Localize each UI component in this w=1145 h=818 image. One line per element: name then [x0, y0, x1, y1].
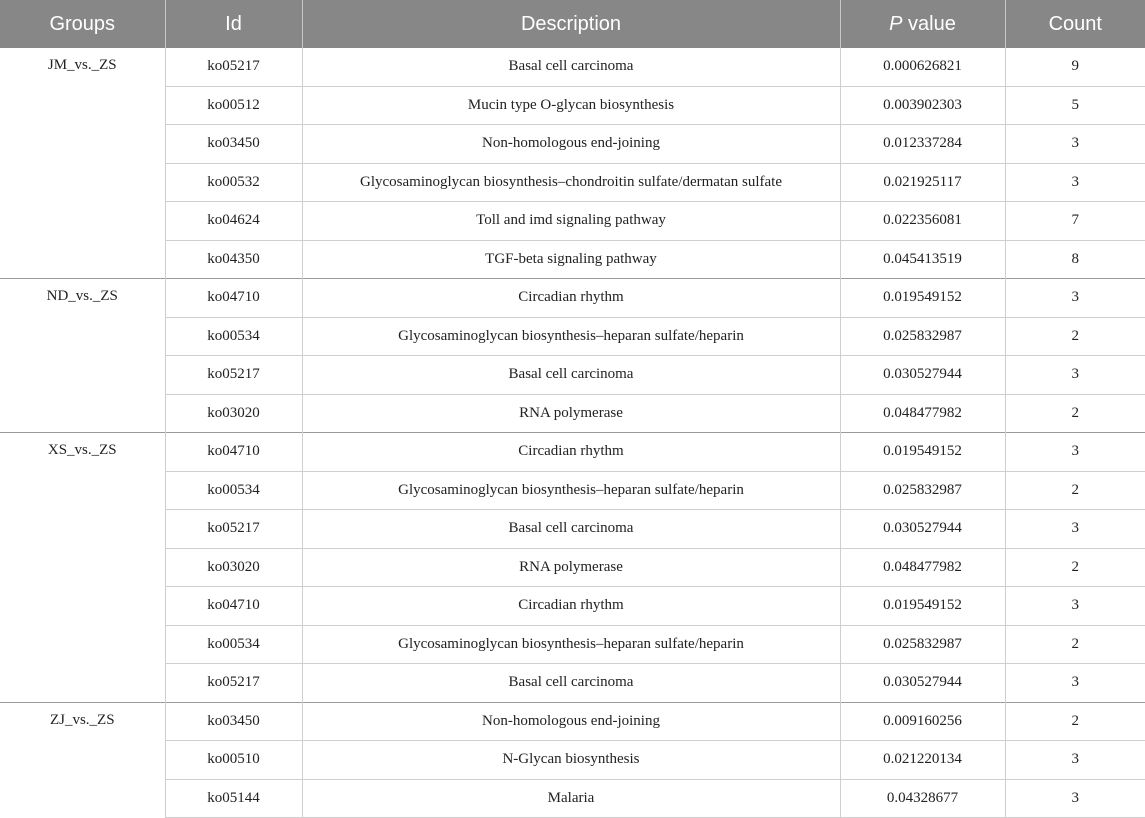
p-value-cell: 0.025832987 — [840, 625, 1005, 664]
header-p-value — [840, 0, 1005, 48]
p-value-cell: 0.019549152 — [840, 279, 1005, 318]
table-row — [0, 202, 1145, 241]
table-row — [0, 702, 1145, 741]
id-cell: ko03450 — [165, 702, 302, 741]
p-value-cell: 0.019549152 — [840, 587, 1005, 626]
table-row — [0, 587, 1145, 626]
count-cell: 3 — [1005, 433, 1145, 472]
description-cell: Glycosaminoglycan biosynthesis–heparan sulfate/heparin — [302, 625, 840, 664]
p-value-cell: 0.030527944 — [840, 664, 1005, 703]
count-cell: 3 — [1005, 664, 1145, 703]
description-cell: Circadian rhythm — [302, 587, 840, 626]
header-id: Id — [165, 0, 302, 48]
id-cell: ko04624 — [165, 202, 302, 241]
description-cell: N-Glycan biosynthesis — [302, 741, 840, 780]
p-value-cell: 0.021220134 — [840, 741, 1005, 780]
count-cell: 3 — [1005, 741, 1145, 780]
group-cell: JM_vs._ZS — [47, 57, 117, 73]
table-body — [0, 48, 1145, 818]
id-cell: ko03450 — [165, 125, 302, 164]
id-cell: ko00510 — [165, 741, 302, 780]
description-cell: Toll and imd signaling pathway — [302, 202, 840, 241]
table-row — [0, 779, 1145, 818]
count-cell: 2 — [1005, 548, 1145, 587]
count-cell: 2 — [1005, 471, 1145, 510]
table-row — [0, 48, 1145, 86]
group-cell: ZJ_vs._ZS — [0, 702, 165, 818]
description-cell: Basal cell carcinoma — [302, 664, 840, 703]
table-row — [0, 510, 1145, 549]
count-cell: 3 — [1005, 510, 1145, 549]
description-cell: Glycosaminoglycan biosynthesis–chondroitin sulfate/dermatan sulfate — [302, 163, 840, 202]
count-cell: 5 — [1005, 86, 1145, 125]
count-cell: 9 — [1005, 48, 1145, 86]
p-value-cell: 0.021925117 — [840, 163, 1005, 202]
description-cell: Basal cell carcinoma — [302, 48, 840, 86]
id-cell: ko05217 — [165, 664, 302, 703]
id-cell: ko05217 — [165, 356, 302, 395]
count-cell: 2 — [1005, 702, 1145, 741]
count-cell: 8 — [1005, 240, 1145, 279]
header-groups: Groups — [0, 0, 165, 48]
header-p-rest: value — [902, 12, 956, 35]
p-value-cell: 0.000626821 — [840, 48, 1005, 86]
table-row — [0, 625, 1145, 664]
table-row — [0, 279, 1145, 318]
table-row — [0, 433, 1145, 472]
group-cell: ND_vs._ZS — [0, 279, 165, 433]
description-cell: Basal cell carcinoma — [302, 510, 840, 549]
count-cell: 3 — [1005, 587, 1145, 626]
p-value-cell: 0.030527944 — [840, 356, 1005, 395]
description-cell: Basal cell carcinoma — [302, 356, 840, 395]
id-cell: ko00532 — [165, 163, 302, 202]
id-cell: ko04350 — [165, 240, 302, 279]
id-cell: ko04710 — [165, 433, 302, 472]
description-cell: Circadian rhythm — [302, 279, 840, 318]
count-cell: 2 — [1005, 394, 1145, 433]
header-description: Description — [302, 0, 840, 48]
p-value-cell: 0.030527944 — [840, 510, 1005, 549]
id-cell: ko04710 — [165, 279, 302, 318]
table-row — [0, 741, 1145, 780]
table-row — [0, 356, 1145, 395]
id-cell: ko05144 — [165, 779, 302, 818]
description-cell: Circadian rhythm — [302, 433, 840, 472]
p-value-cell: 0.048477982 — [840, 394, 1005, 433]
p-value-cell: 0.003902303 — [840, 86, 1005, 125]
table-row — [0, 240, 1145, 279]
description-cell: Glycosaminoglycan biosynthesis–heparan sulfate/heparin — [302, 471, 840, 510]
description-cell: Mucin type O-glycan biosynthesis — [302, 86, 840, 125]
description-cell: RNA polymerase — [302, 394, 840, 433]
id-cell: ko00534 — [165, 317, 302, 356]
description-cell: Glycosaminoglycan biosynthesis–heparan sulfate/heparin — [302, 317, 840, 356]
table-row — [0, 317, 1145, 356]
count-cell: 3 — [1005, 779, 1145, 818]
id-cell: ko03020 — [165, 548, 302, 587]
header-row — [0, 0, 1145, 48]
p-value-cell: 0.012337284 — [840, 125, 1005, 164]
p-value-cell: 0.009160256 — [840, 702, 1005, 741]
p-value-cell: 0.045413519 — [840, 240, 1005, 279]
description-cell: Malaria — [302, 779, 840, 818]
header-p-italic: P — [889, 12, 903, 35]
id-cell: ko05217 — [165, 48, 302, 86]
p-value-cell: 0.04328677 — [840, 779, 1005, 818]
p-value-cell: 0.025832987 — [840, 471, 1005, 510]
table-row — [0, 471, 1145, 510]
id-cell: ko00534 — [165, 625, 302, 664]
count-cell: 2 — [1005, 625, 1145, 664]
count-cell: 3 — [1005, 125, 1145, 164]
id-cell: ko03020 — [165, 394, 302, 433]
id-cell: ko00534 — [165, 471, 302, 510]
description-cell: RNA polymerase — [302, 548, 840, 587]
description-cell: TGF-beta signaling pathway — [302, 240, 840, 279]
count-cell: 2 — [1005, 317, 1145, 356]
table-row — [0, 548, 1145, 587]
count-cell: 3 — [1005, 163, 1145, 202]
group-cell: XS_vs._ZS — [0, 433, 165, 703]
p-value-cell: 0.048477982 — [840, 548, 1005, 587]
table-row — [0, 394, 1145, 433]
id-cell: ko05217 — [165, 510, 302, 549]
table-row — [0, 664, 1145, 703]
count-cell: 3 — [1005, 279, 1145, 318]
p-value-cell: 0.025832987 — [840, 317, 1005, 356]
header-count: Count — [1005, 0, 1145, 48]
table-header — [0, 0, 1145, 48]
table-row — [0, 125, 1145, 164]
description-cell: Non-homologous end-joining — [302, 125, 840, 164]
id-cell: ko00512 — [165, 86, 302, 125]
table-row — [0, 86, 1145, 125]
count-cell: 7 — [1005, 202, 1145, 241]
id-cell: ko04710 — [165, 587, 302, 626]
p-value-cell: 0.019549152 — [840, 433, 1005, 472]
p-value-cell: 0.022356081 — [840, 202, 1005, 241]
count-cell: 3 — [1005, 356, 1145, 395]
description-cell: Non-homologous end-joining — [302, 702, 840, 741]
table-row — [0, 163, 1145, 202]
